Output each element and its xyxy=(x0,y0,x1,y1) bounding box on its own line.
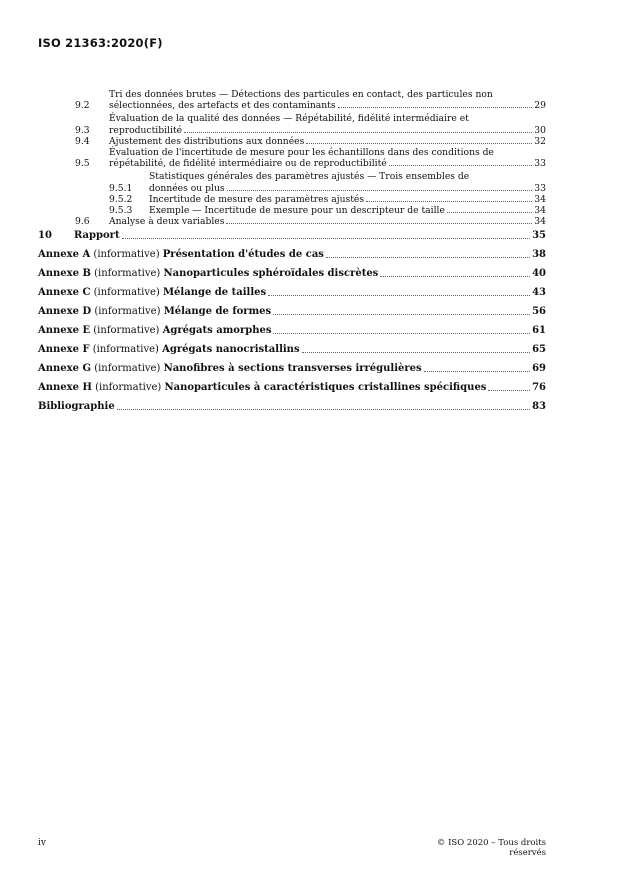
annex-title: Agrégats nanocristallins xyxy=(162,344,300,356)
toc-page: 38 xyxy=(532,249,546,261)
toc-page: 34 xyxy=(534,193,546,205)
toc-text: Incertitude de mesure des paramètres ajustés xyxy=(149,193,365,205)
toc-text: Tri des données brutes — Détections des particules en contact, des particules non xyxy=(109,89,493,100)
toc-entry-annex-g[interactable] xyxy=(38,363,546,375)
toc-page: 29 xyxy=(534,100,546,112)
toc-page: 32 xyxy=(534,135,546,147)
dot-leader xyxy=(424,370,530,372)
annex-label: Annexe H xyxy=(38,382,92,394)
dot-leader xyxy=(380,275,530,277)
toc-page: 69 xyxy=(532,363,546,375)
annex-type: (informative) xyxy=(92,344,159,356)
toc-entry-annex-b[interactable] xyxy=(38,268,546,280)
dot-leader xyxy=(273,332,530,334)
dot-leader xyxy=(302,351,530,353)
toc-page: 83 xyxy=(532,401,546,413)
toc-text: Évaluation de l'incertitude de mesure pour les échantillons dans des conditions de xyxy=(109,147,494,159)
annex-title: Présentation d'études de cas xyxy=(162,249,324,261)
toc-entry-9-5[interactable] xyxy=(38,147,546,169)
toc-text: Ajustement des distributions aux données xyxy=(109,135,305,147)
dot-leader xyxy=(122,237,531,239)
dot-leader xyxy=(306,142,532,144)
toc-entry-annex-h[interactable] xyxy=(38,382,546,394)
toc-page: 34 xyxy=(534,216,546,228)
toc-entry-annex-d[interactable] xyxy=(38,306,546,318)
annex-type: (informative) xyxy=(95,382,162,394)
toc-text: Bibliographie xyxy=(38,401,115,413)
toc-text: répétabilité, de fidélité intermédiaire ou de reproductibilité xyxy=(109,158,387,170)
toc-number: 9.3 xyxy=(75,124,90,136)
toc-text: sélectionnées, des artefacts et des contaminants xyxy=(109,100,336,112)
toc-number: 9.5.2 xyxy=(109,193,133,205)
toc-entry-9-5-2[interactable] xyxy=(38,194,546,205)
toc-text: données ou plus xyxy=(149,182,225,194)
toc-page: 30 xyxy=(534,124,546,136)
annex-label: Annexe F xyxy=(38,344,90,356)
annex-title: Mélange de formes xyxy=(163,306,272,318)
annex-title: Mélange de tailles xyxy=(162,287,267,299)
dot-leader xyxy=(117,408,530,410)
annex-title: Agrégats amorphes xyxy=(162,325,272,337)
annex-label: Annexe A xyxy=(38,249,91,261)
annex-label: Annexe E xyxy=(38,325,91,337)
toc-page: 61 xyxy=(532,325,546,337)
annex-type: (informative) xyxy=(94,363,161,375)
toc-entry-9-5-1[interactable] xyxy=(38,171,546,193)
dot-leader xyxy=(488,389,530,391)
annex-label: Annexe D xyxy=(38,306,92,318)
annex-label: Annexe C xyxy=(38,287,91,299)
dot-leader xyxy=(326,256,530,258)
toc-entry-chapter-10[interactable] xyxy=(38,230,546,242)
toc-page: 40 xyxy=(532,268,546,280)
toc-page: 33 xyxy=(534,182,546,194)
annex-label: Annexe B xyxy=(38,268,91,280)
dot-leader xyxy=(389,164,532,166)
toc-text: Statistiques générales des paramètres ajustés — Trois ensembles de xyxy=(149,171,470,183)
toc-number: 9.5 xyxy=(75,158,90,170)
copyright-notice: © ISO 2020 – Tous droits réservés xyxy=(436,838,546,858)
dot-leader xyxy=(268,294,530,296)
document-id: ISO 21363:2020(F) xyxy=(38,36,163,50)
toc-page: 56 xyxy=(532,306,546,318)
toc-entry-9-3[interactable] xyxy=(38,113,546,135)
annex-type: (informative) xyxy=(93,287,160,299)
annex-title: Nanoparticules à caractéristiques cristallines spécifiques xyxy=(164,382,487,394)
annex-type: (informative) xyxy=(93,249,160,261)
toc-page: 33 xyxy=(534,158,546,170)
toc-entry-bibliography[interactable] xyxy=(38,401,546,413)
dot-leader xyxy=(366,200,532,202)
toc-number: 9.6 xyxy=(75,216,90,228)
dot-leader xyxy=(184,131,532,133)
toc-entry-9-2[interactable] xyxy=(38,89,546,111)
toc-text: Évaluation de la qualité des données — Répétabilité, fidélité intermédiaire et xyxy=(109,113,469,125)
page-number: iv xyxy=(38,838,46,848)
toc-entry-annex-f[interactable] xyxy=(38,344,546,356)
annex-title: Nanoparticules sphéroïdales discrètes xyxy=(163,268,379,280)
annex-type: (informative) xyxy=(94,306,161,318)
toc-entry-9-6[interactable] xyxy=(38,216,546,227)
toc-page: 76 xyxy=(532,382,546,394)
toc-page: 43 xyxy=(532,287,546,299)
toc-entry-9-5-3[interactable] xyxy=(38,205,546,216)
annex-label: Annexe G xyxy=(38,363,92,375)
toc-page: 34 xyxy=(534,205,546,217)
toc-entry-annex-c[interactable] xyxy=(38,287,546,299)
toc-text: Rapport xyxy=(74,230,120,242)
toc-page: 65 xyxy=(532,344,546,356)
toc-text: Analyse à deux variables xyxy=(109,216,225,228)
dot-leader xyxy=(227,189,532,191)
annex-title: Nanofibres à sections transverses irrégulières xyxy=(163,363,422,375)
annex-type: (informative) xyxy=(94,268,161,280)
toc-page: 35 xyxy=(532,230,546,242)
toc-text: Exemple — Incertitude de mesure pour un descripteur de taille xyxy=(149,205,445,217)
toc-number: 9.4 xyxy=(75,135,90,147)
annex-type: (informative) xyxy=(93,325,160,337)
toc-entry-annex-e[interactable] xyxy=(38,325,546,337)
toc-number: 9.5.1 xyxy=(109,182,133,194)
dot-leader xyxy=(338,106,532,108)
dot-leader xyxy=(447,211,532,213)
toc-text: reproductibilité xyxy=(109,124,183,136)
toc-entry-annex-a[interactable] xyxy=(38,249,546,261)
toc-number: 9.5.3 xyxy=(109,205,133,217)
toc-entry-9-4[interactable] xyxy=(38,136,546,147)
table-of-contents xyxy=(38,89,546,413)
dot-leader xyxy=(226,222,532,224)
toc-number: 10 xyxy=(38,230,52,242)
dot-leader xyxy=(273,313,530,315)
toc-number: 9.2 xyxy=(75,100,90,112)
